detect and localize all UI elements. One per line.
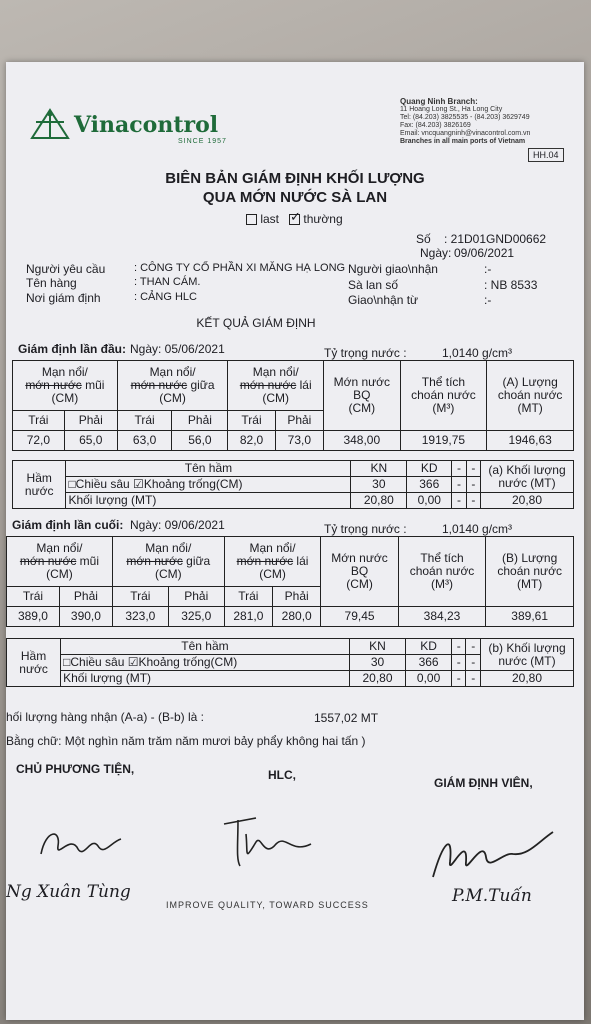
surveyor-signature-title: GIÁM ĐỊNH VIÊN,: [434, 776, 533, 790]
right-label: Phải: [273, 587, 321, 607]
dash-cell: -: [466, 639, 481, 655]
tank-name-header: Tên hầm: [61, 639, 350, 655]
cargo-in-words: Bằng chữ: Một nghìn năm trăm năm mươi bảy phẩy không hai tấn ): [6, 734, 366, 748]
left-label: Trái: [13, 411, 65, 431]
aft-left-value: 82,0: [228, 431, 275, 451]
document-title: BIÊN BẢN GIÁM ĐỊNH KHỐI LƯỢNG: [165, 170, 425, 187]
normal-checkbox[interactable]: [289, 214, 300, 225]
volume-value: 1919,75: [400, 431, 487, 451]
deliverer-label: Người giao\nhận: [348, 262, 438, 276]
kd-weight: 0,00: [406, 671, 452, 687]
first-draft-table: [12, 360, 574, 451]
fwd-left-value: 389,0: [7, 607, 60, 627]
dash-cell: -: [452, 477, 466, 493]
tank-label: Hầm nước: [7, 639, 61, 687]
mid-left-value: 323,0: [112, 607, 168, 627]
fwd-right-value: 65,0: [64, 431, 117, 451]
mid-left-value: 63,0: [117, 431, 172, 451]
weight-value: 389,61: [486, 607, 574, 627]
last-survey-date: Ngày: 09/06/2021: [130, 518, 225, 532]
mean-value: 79,45: [321, 607, 398, 627]
mid-right-value: 325,0: [168, 607, 224, 627]
branch-title: Quang Ninh Branch:: [400, 97, 478, 106]
last-survey-label: Giám định lần cuối:: [12, 518, 124, 532]
company-since: SINCE 1957: [178, 138, 227, 145]
dash-cell: -: [466, 655, 481, 671]
aft-right-value: 73,0: [275, 431, 323, 451]
tank-row-weight: Khối lượng (MT): [66, 493, 351, 509]
report-date-label: Ngày:: [420, 246, 452, 260]
kn-value: 30: [351, 477, 407, 493]
dash-cell: -: [451, 671, 466, 687]
water-weight-value: 20,80: [481, 493, 574, 509]
weight-value: 1946,63: [487, 431, 574, 451]
survey-document: [6, 62, 584, 1020]
water-weight-label: (b) Khối lượng nước (MT): [481, 639, 574, 671]
company-name: Vinacontrol: [74, 112, 219, 138]
first-survey-date: Ngày: 05/06/2021: [130, 342, 225, 356]
mean-header: Mớn nước BQ (CM): [321, 537, 398, 607]
kn-weight: 20,80: [351, 493, 407, 509]
branch-line: Tel: (84.203) 3825535 - (84.203) 3629749: [400, 114, 530, 121]
volume-header: Thể tích choán nước (M³): [398, 537, 486, 607]
branch-line: Fax: (84.203) 3826169: [400, 122, 471, 129]
aft-header: Mạn nổi/ mớn nước lái (CM): [224, 537, 321, 587]
kn-value: 30: [349, 655, 405, 671]
dash-cell: -: [466, 671, 481, 687]
kd-value: 366: [406, 655, 452, 671]
last-density-value: 1,0140 g/cm³: [442, 522, 513, 536]
hlc-signature: [216, 814, 326, 879]
requester-label: Người yêu cầu: [26, 262, 106, 276]
kd-header: KD: [406, 639, 452, 655]
tank-row-clearance: □Chiều sâu ☑Khoảng trống(CM): [61, 655, 350, 671]
fwd-right-value: 390,0: [59, 607, 112, 627]
tank-row-clearance: □Chiều sâu ☑Khoảng trống(CM): [66, 477, 351, 493]
volume-value: 384,23: [398, 607, 486, 627]
tank-name-header: Tên hầm: [66, 461, 351, 477]
footer-slogan: IMPROVE QUALITY, TOWARD SUCCESS: [166, 900, 369, 910]
last-draft-table: [6, 536, 574, 627]
weight-header: (A) Lượng choán nước (MT): [487, 361, 574, 431]
from-label: Giao\nhận từ: [348, 293, 419, 307]
fwd-header: Mạn nổi/ mớn nước mũi (CM): [13, 361, 118, 411]
kn-weight: 20,80: [349, 671, 405, 687]
dash-cell: -: [451, 639, 466, 655]
branch-line: Branches in all main ports of Vietnam: [400, 138, 526, 145]
fwd-header: Mạn nổi/ mớn nước mũi (CM): [7, 537, 113, 587]
right-label: Phải: [275, 411, 323, 431]
fwd-left-value: 72,0: [13, 431, 65, 451]
owner-signature-title: CHỦ PHƯƠNG TIỆN,: [16, 762, 135, 776]
barge-label: Sà lan số: [348, 278, 399, 292]
aft-header: Mạn nổi/ mớn nước lái (CM): [228, 361, 324, 411]
scale-icon: [30, 108, 70, 142]
first-density-value: 1,0140 g/cm³: [442, 346, 513, 360]
normal-label: thường: [303, 212, 343, 226]
owner-signature: [36, 824, 126, 869]
last-tank-table: [6, 638, 574, 687]
mid-right-value: 56,0: [172, 431, 228, 451]
mid-header: Mạn nổi/ mớn nước giữa (CM): [117, 361, 228, 411]
dash-cell: -: [451, 655, 466, 671]
dash-cell: -: [452, 461, 466, 477]
kn-header: KN: [349, 639, 405, 655]
mid-header: Mạn nổi/ mớn nước giữa (CM): [112, 537, 224, 587]
water-weight-value: 20,80: [481, 671, 574, 687]
weight-header: (B) Lượng choán nước (MT): [486, 537, 574, 607]
right-label: Phải: [172, 411, 228, 431]
branch-line: Email: vncquangninh@vinacontrol.com.vn: [400, 130, 531, 137]
surveyor-name-handwritten: P.M.Tuấn: [452, 886, 532, 906]
dash-cell: -: [452, 493, 466, 509]
report-number: : 21D01GND00662: [444, 232, 547, 246]
right-label: Phải: [64, 411, 117, 431]
report-number-label: Số: [416, 232, 431, 246]
last-density-label: Tỷ trọng nước :: [324, 522, 407, 536]
left-label: Trái: [117, 411, 172, 431]
company-logo: [30, 108, 70, 147]
cargo-formula: hối lượng hàng nhận (A-a) - (B-b) là :: [6, 710, 204, 724]
option-row: [246, 212, 343, 226]
owner-name-handwritten: Ng Xuân Tùng: [6, 882, 131, 902]
goods-value: : THAN CÁM.: [134, 276, 201, 288]
requester-value: : CÔNG TY CỔ PHẦN XI MĂNG HẠ LONG: [134, 262, 346, 274]
deliverer-value: :-: [484, 262, 492, 276]
dash-cell: -: [466, 477, 480, 493]
document-subtitle: QUA MỚN NƯỚC SÀ LAN: [202, 189, 388, 206]
kd-header: KD: [407, 461, 452, 477]
kn-header: KN: [351, 461, 407, 477]
report-date: 09/06/2021: [454, 246, 515, 260]
volume-header: Thể tích choán nước (M³): [400, 361, 487, 431]
left-label: Trái: [7, 587, 60, 607]
branch-info: [400, 98, 530, 146]
place-label: Nơi giám định: [26, 291, 101, 305]
place-value: : CẢNG HLC: [134, 291, 197, 303]
aft-left-value: 281,0: [224, 607, 272, 627]
kd-weight: 0,00: [407, 493, 452, 509]
water-weight-label: (a) Khối lượng nước (MT): [481, 461, 574, 493]
right-label: Phải: [59, 587, 112, 607]
kd-value: 366: [407, 477, 452, 493]
mean-header: Mớn nước BQ (CM): [324, 361, 401, 431]
from-value: :-: [484, 293, 492, 307]
tank-row-weight: Khối lượng (MT): [61, 671, 350, 687]
last-checkbox[interactable]: [246, 214, 257, 225]
barge-value: : NB 8533: [484, 278, 538, 292]
left-label: Trái: [228, 411, 275, 431]
mean-value: 348,00: [324, 431, 401, 451]
branch-line: 11 Hoang Long St., Ha Long City: [400, 106, 503, 113]
result-title: KẾT QUẢ GIÁM ĐỊNH: [196, 316, 316, 330]
first-density-label: Tỷ trọng nước :: [324, 346, 407, 360]
tank-label: Hầm nước: [13, 461, 66, 509]
last-label: last: [260, 212, 280, 226]
dash-cell: -: [466, 461, 480, 477]
cargo-total: 1557,02 MT: [314, 711, 379, 725]
left-label: Trái: [224, 587, 272, 607]
first-survey-label: Giám định lần đầu:: [18, 342, 127, 356]
dash-cell: -: [466, 493, 480, 509]
hlc-signature-title: HLC,: [268, 768, 296, 782]
aft-right-value: 280,0: [273, 607, 321, 627]
surveyor-signature: [428, 822, 558, 887]
first-tank-table: [12, 460, 574, 509]
right-label: Phải: [168, 587, 224, 607]
left-label: Trái: [112, 587, 168, 607]
form-code-badge: HH.04: [528, 148, 564, 162]
goods-label: Tên hàng: [26, 276, 77, 290]
